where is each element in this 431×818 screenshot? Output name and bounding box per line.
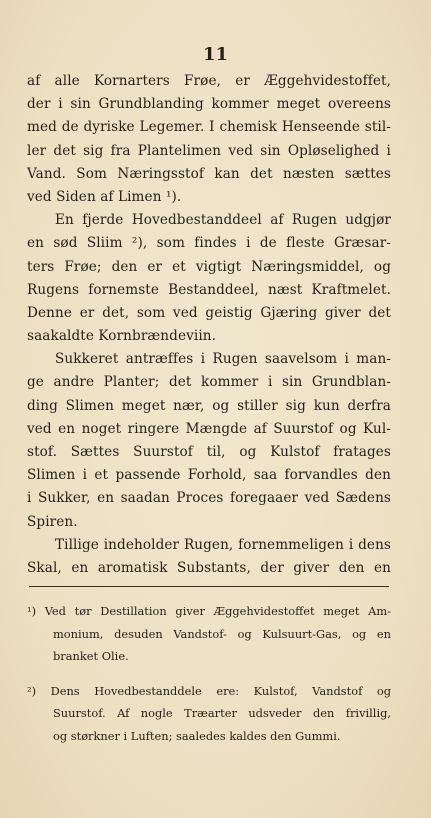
text-line: ding Slimen meget nær, og stiller sig kun derfra [27,397,391,414]
footnote-line: monium, desuden Vandstof- og Kulsuurt-Gas, og en [53,626,391,641]
text-line: i Sukker, en saadan Proces foregaaer ved Sædens [27,490,391,507]
text-line: ler det sig fra Plantelimen ved sin Opløselighed i [27,142,391,159]
footnote-line: branket Olie. [53,649,129,663]
text-line: En fjerde Hovedbestanddeel af Rugen udgjør [55,212,391,229]
body-text [27,70,391,580]
text-line: Vand. Som Næringsstof kan det næsten sættes [27,165,391,182]
text-line: Sukkeret antræffes i Rugen saavelsom i man- [55,351,391,368]
text-line: Slimen i et passende Forhold, saa forvandles den [27,467,391,484]
text-line: Denne er det, som ved geistig Gjæring giver det [27,304,391,321]
footnote-divider [29,586,389,587]
text-line: af alle Kornarters Frøe, er Æggehvidestoffet, [27,73,391,89]
text-line: ved en noget ringere Mængde af Suurstof og Kul- [27,420,391,437]
footnotes [27,600,391,747]
text-line: med de dyriske Legemer. I chemisk Henseende stil- [27,119,391,136]
text-line: Rugens fornemste Bestanddeel, næst Kraftmelet. [27,281,391,298]
footnote-line: Suurstof. Af nogle Træarter udsveder den frivillig, [53,706,391,720]
text-line: saakaldte Kornbrændeviin. [27,328,217,345]
text-line: stof. Sættes Suurstof til, og Kulstof fratages [27,444,391,460]
text-line: Skal, en aromatisk Substants, der giver den en [27,559,391,576]
footnote-line: ²) Dens Hovedbestanddele ere: Kulstof, Vandstof og [27,683,391,698]
text-line: der i sin Grundblanding kommer meget overeens [27,96,391,113]
text-line: ved Siden af Limen ¹). [27,188,182,205]
text-line: ters Frøe; den er et vigtigt Næringsmiddel, og [27,258,391,275]
footnote-line: ¹) Ved tør Destillation giver Æggehvidestoffet meget Am- [27,604,391,618]
footnote-line: og størkner i Luften; saaledes kaldes den Gummi. [53,728,341,743]
text-line: ge andre Planter; det kommer i sin Grundblan- [27,374,391,391]
text-line: Tillige indeholder Rugen, fornemmeligen i dens [55,536,391,553]
text-line: Spiren. [27,513,78,530]
text-line: en sød Sliim ²), som findes i de fleste Græsar- [27,235,391,252]
page-number: 11 [202,44,229,65]
